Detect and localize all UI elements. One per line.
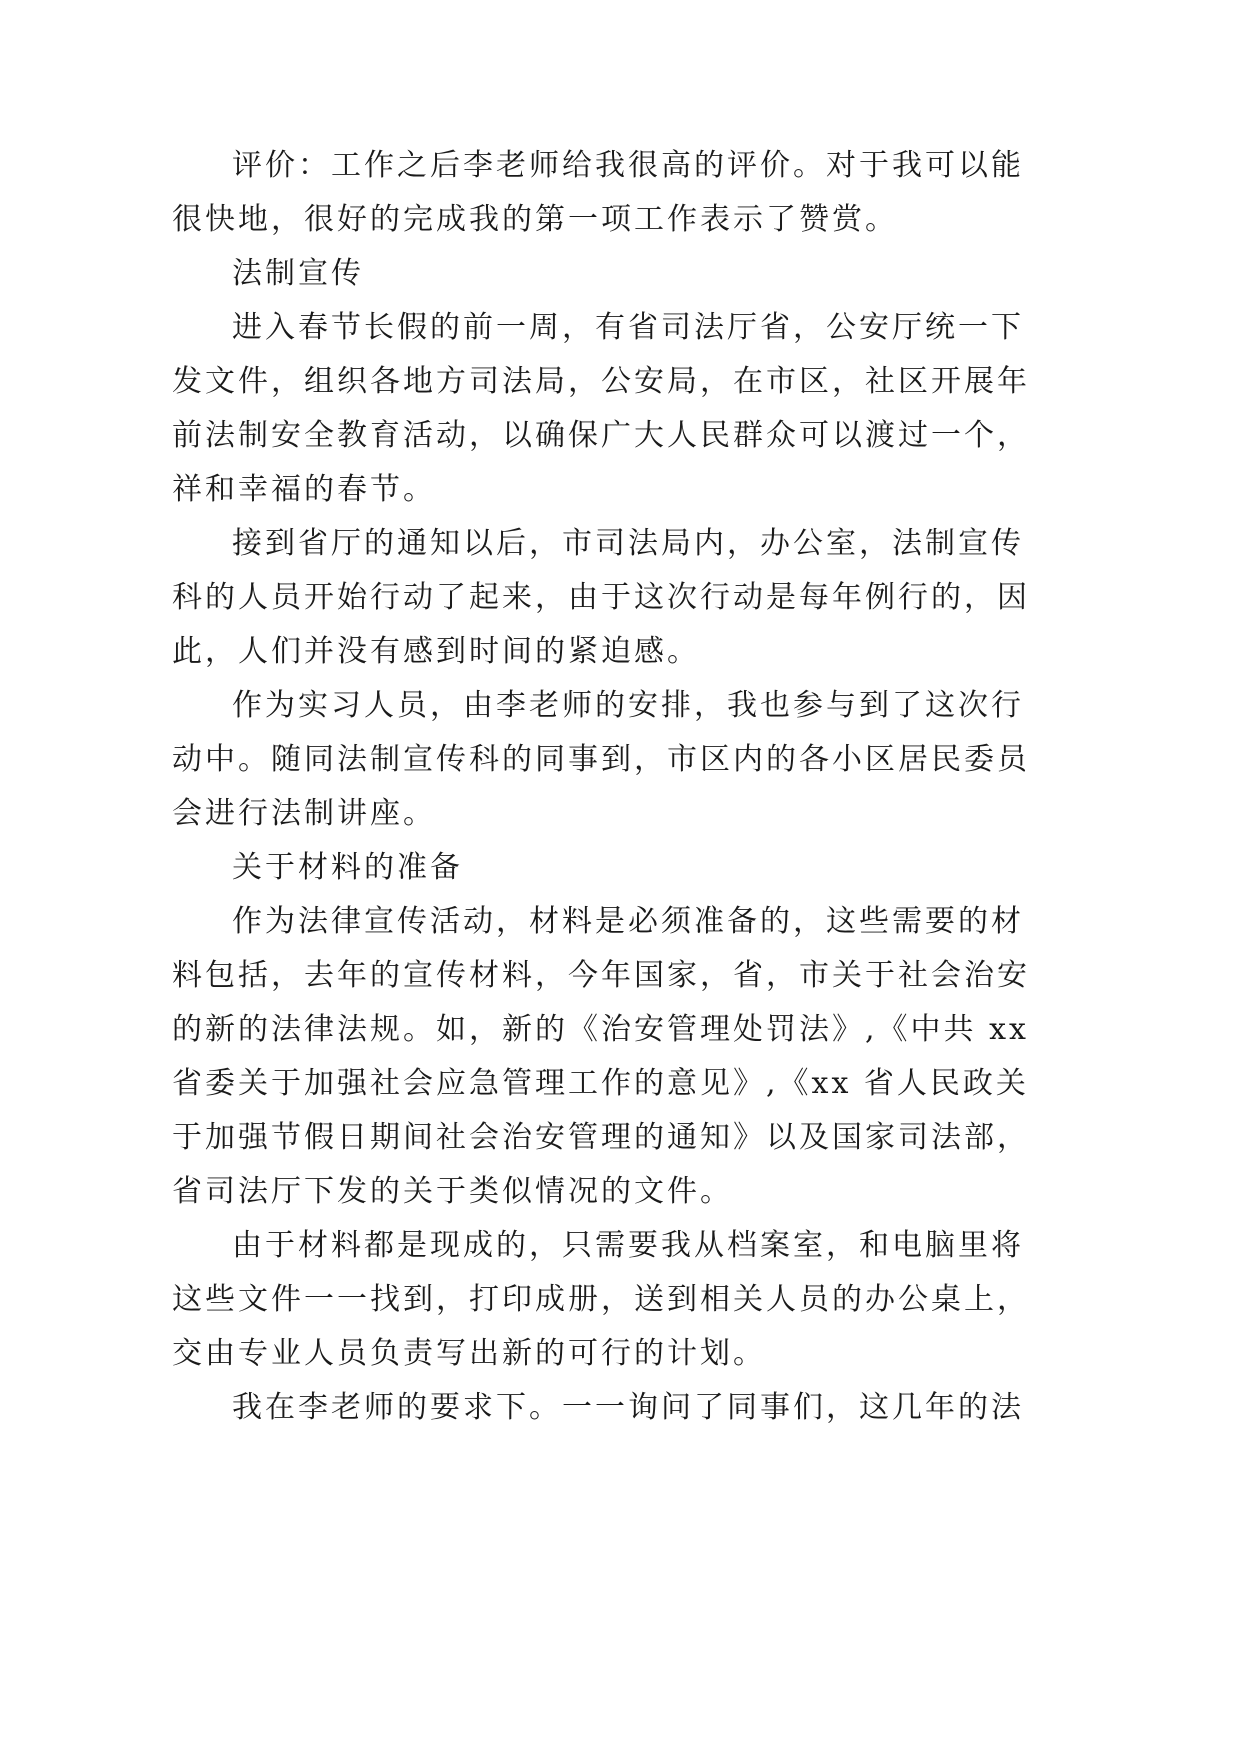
text-line: 作为法律宣传活动，材料是必须准备的，这些需要的材 xyxy=(232,904,1024,939)
text-line: 动中。随同法制宣传科的同事到，市区内的各小区居民委员 xyxy=(172,742,1030,777)
text-line: 省司法厅下发的关于类似情况的文件。 xyxy=(172,1174,733,1209)
text-line: 交由专业人员负责写出新的可行的计划。 xyxy=(172,1336,766,1371)
text-line: 我在李老师的要求下。一一询问了同事们，这几年的法 xyxy=(232,1390,1024,1425)
text-line: 这些文件一一找到，打印成册，送到相关人员的办公桌上， xyxy=(172,1282,1030,1317)
text-line: 的新的法律法规。如，新的《治安管理处罚法》,《中共 xx xyxy=(172,1012,1029,1047)
text-line: 很快地，很好的完成我的第一项工作表示了赞赏。 xyxy=(172,202,898,237)
text-line: 发文件，组织各地方司法局，公安局，在市区，社区开展年 xyxy=(172,364,1030,399)
section-heading: 关于材料的准备 xyxy=(232,850,463,885)
text-line: 评价：工作之后李老师给我很高的评价。对于我可以能 xyxy=(232,148,1024,183)
text-line: 此，人们并没有感到时间的紧迫感。 xyxy=(172,634,700,669)
text-line: 作为实习人员，由李老师的安排，我也参与到了这次行 xyxy=(232,688,1024,723)
text-line: 祥和幸福的春节。 xyxy=(172,472,436,507)
section-heading: 法制宣传 xyxy=(232,256,364,291)
text-line: 于加强节假日期间社会治安管理的通知》以及国家司法部， xyxy=(172,1120,1030,1155)
text-line: 前法制安全教育活动，以确保广大人民群众可以渡过一个， xyxy=(172,418,1030,453)
text-line: 进入春节长假的前一周，有省司法厅省，公安厅统一下 xyxy=(232,310,1024,345)
text-line: 省委关于加强社会应急管理工作的意见》,《xx 省人民政关 xyxy=(172,1066,1029,1101)
text-line: 接到省厅的通知以后，市司法局内，办公室，法制宣传 xyxy=(232,526,1024,561)
text-line: 料包括，去年的宣传材料，今年国家，省，市关于社会治安 xyxy=(172,958,1030,993)
text-line: 会进行法制讲座。 xyxy=(172,796,436,831)
text-line: 由于材料都是现成的，只需要我从档案室，和电脑里将 xyxy=(232,1228,1024,1263)
text-line: 科的人员开始行动了起来，由于这次行动是每年例行的，因 xyxy=(172,580,1030,615)
